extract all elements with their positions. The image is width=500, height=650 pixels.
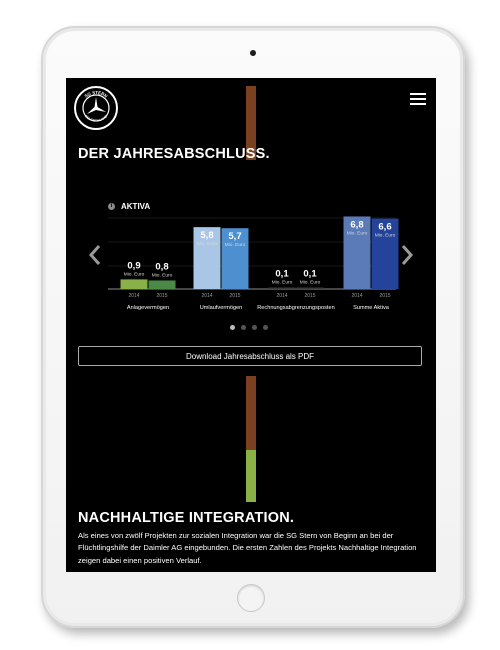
bar-0-2014 <box>121 279 148 289</box>
data-label-3-2015: 6,6 <box>378 221 392 233</box>
data-label-2-2014: 0,1 <box>275 268 289 280</box>
data-label-0-2015: 0,8 <box>155 261 169 273</box>
unit-label-1-2014: Mio. Euro <box>196 242 218 248</box>
year-tick-2-2015: 2015 <box>304 293 316 299</box>
carousel-pagination <box>230 325 268 330</box>
data-label-3-2014: 6,8 <box>350 219 364 231</box>
integration-paragraph: Als eines von zwölf Projekten zur sozialen Integration war die SG Stern von Beginn an bei der Flüchtlingshilfe der Daimler AG eingebunden. Die ersten Zahlen des Projekts Nachhaltige Integration zeigen dabei einen positiven Verlauf. <box>78 531 417 565</box>
decorative-green-bar <box>246 450 256 502</box>
logo-text-top: SG STERN <box>83 89 109 99</box>
category-label-2: Rechnungsabgrenzungsposten <box>257 305 335 311</box>
front-camera <box>250 50 256 56</box>
data-label-1-2015: 5,7 <box>228 231 242 243</box>
data-label-1-2014: 5,8 <box>200 230 214 242</box>
pagination-dot-3[interactable] <box>252 325 257 330</box>
home-button[interactable] <box>237 584 265 612</box>
data-label-2-2015: 0,1 <box>303 268 317 280</box>
screen <box>66 78 436 572</box>
pagination-dot-1[interactable] <box>230 325 235 330</box>
unit-label-3-2015: Mio. Euro <box>374 233 396 239</box>
chevron-right-icon[interactable] <box>400 244 414 266</box>
year-tick-0-2015: 2015 <box>156 293 168 299</box>
category-label-3: Summe Aktiva <box>353 305 389 311</box>
bar-0-2015 <box>149 280 176 289</box>
bar-2-2014 <box>269 288 296 290</box>
pagination-dot-2[interactable] <box>241 325 246 330</box>
unit-label-3-2014: Mio. Euro <box>346 231 368 237</box>
unit-label-0-2014: Mio. Euro <box>123 272 145 278</box>
data-label-0-2014: 0,9 <box>127 260 141 272</box>
chevron-left-icon[interactable] <box>88 244 102 266</box>
bar-2-2015 <box>297 288 324 290</box>
category-label-1: Umlaufvermögen <box>199 305 243 311</box>
year-tick-1-2014: 2014 <box>201 293 213 299</box>
unit-label-2-2015: Mio. Euro <box>299 280 321 286</box>
year-tick-3-2015: 2015 <box>379 293 391 299</box>
year-tick-1-2015: 2015 <box>229 293 241 299</box>
download-pdf-button[interactable]: Download Jahresabschluss als PDF <box>78 346 422 366</box>
category-label-0: Anlagevermögen <box>126 305 170 311</box>
pagination-dot-4[interactable] <box>263 325 268 330</box>
year-tick-3-2014: 2014 <box>351 293 363 299</box>
chart-heading-label: AKTIVA <box>121 202 151 211</box>
info-icon[interactable]: i <box>108 203 115 210</box>
unit-label-1-2015: Mio. Euro <box>224 243 246 249</box>
unit-label-0-2015: Mio. Euro <box>151 273 173 279</box>
logo-text-bottom: DEUTSCHLAND <box>83 114 109 123</box>
section-title-integration: NACHHALTIGE INTEGRATION. <box>78 510 295 526</box>
unit-label-2-2014: Mio. Euro <box>271 280 293 286</box>
section-title-jahresabschluss: DER JAHRESABSCHLUSS. <box>78 146 270 162</box>
decorative-brown-bar-middle <box>246 376 256 450</box>
year-tick-2-2014: 2014 <box>276 293 288 299</box>
year-tick-0-2014: 2014 <box>128 293 140 299</box>
